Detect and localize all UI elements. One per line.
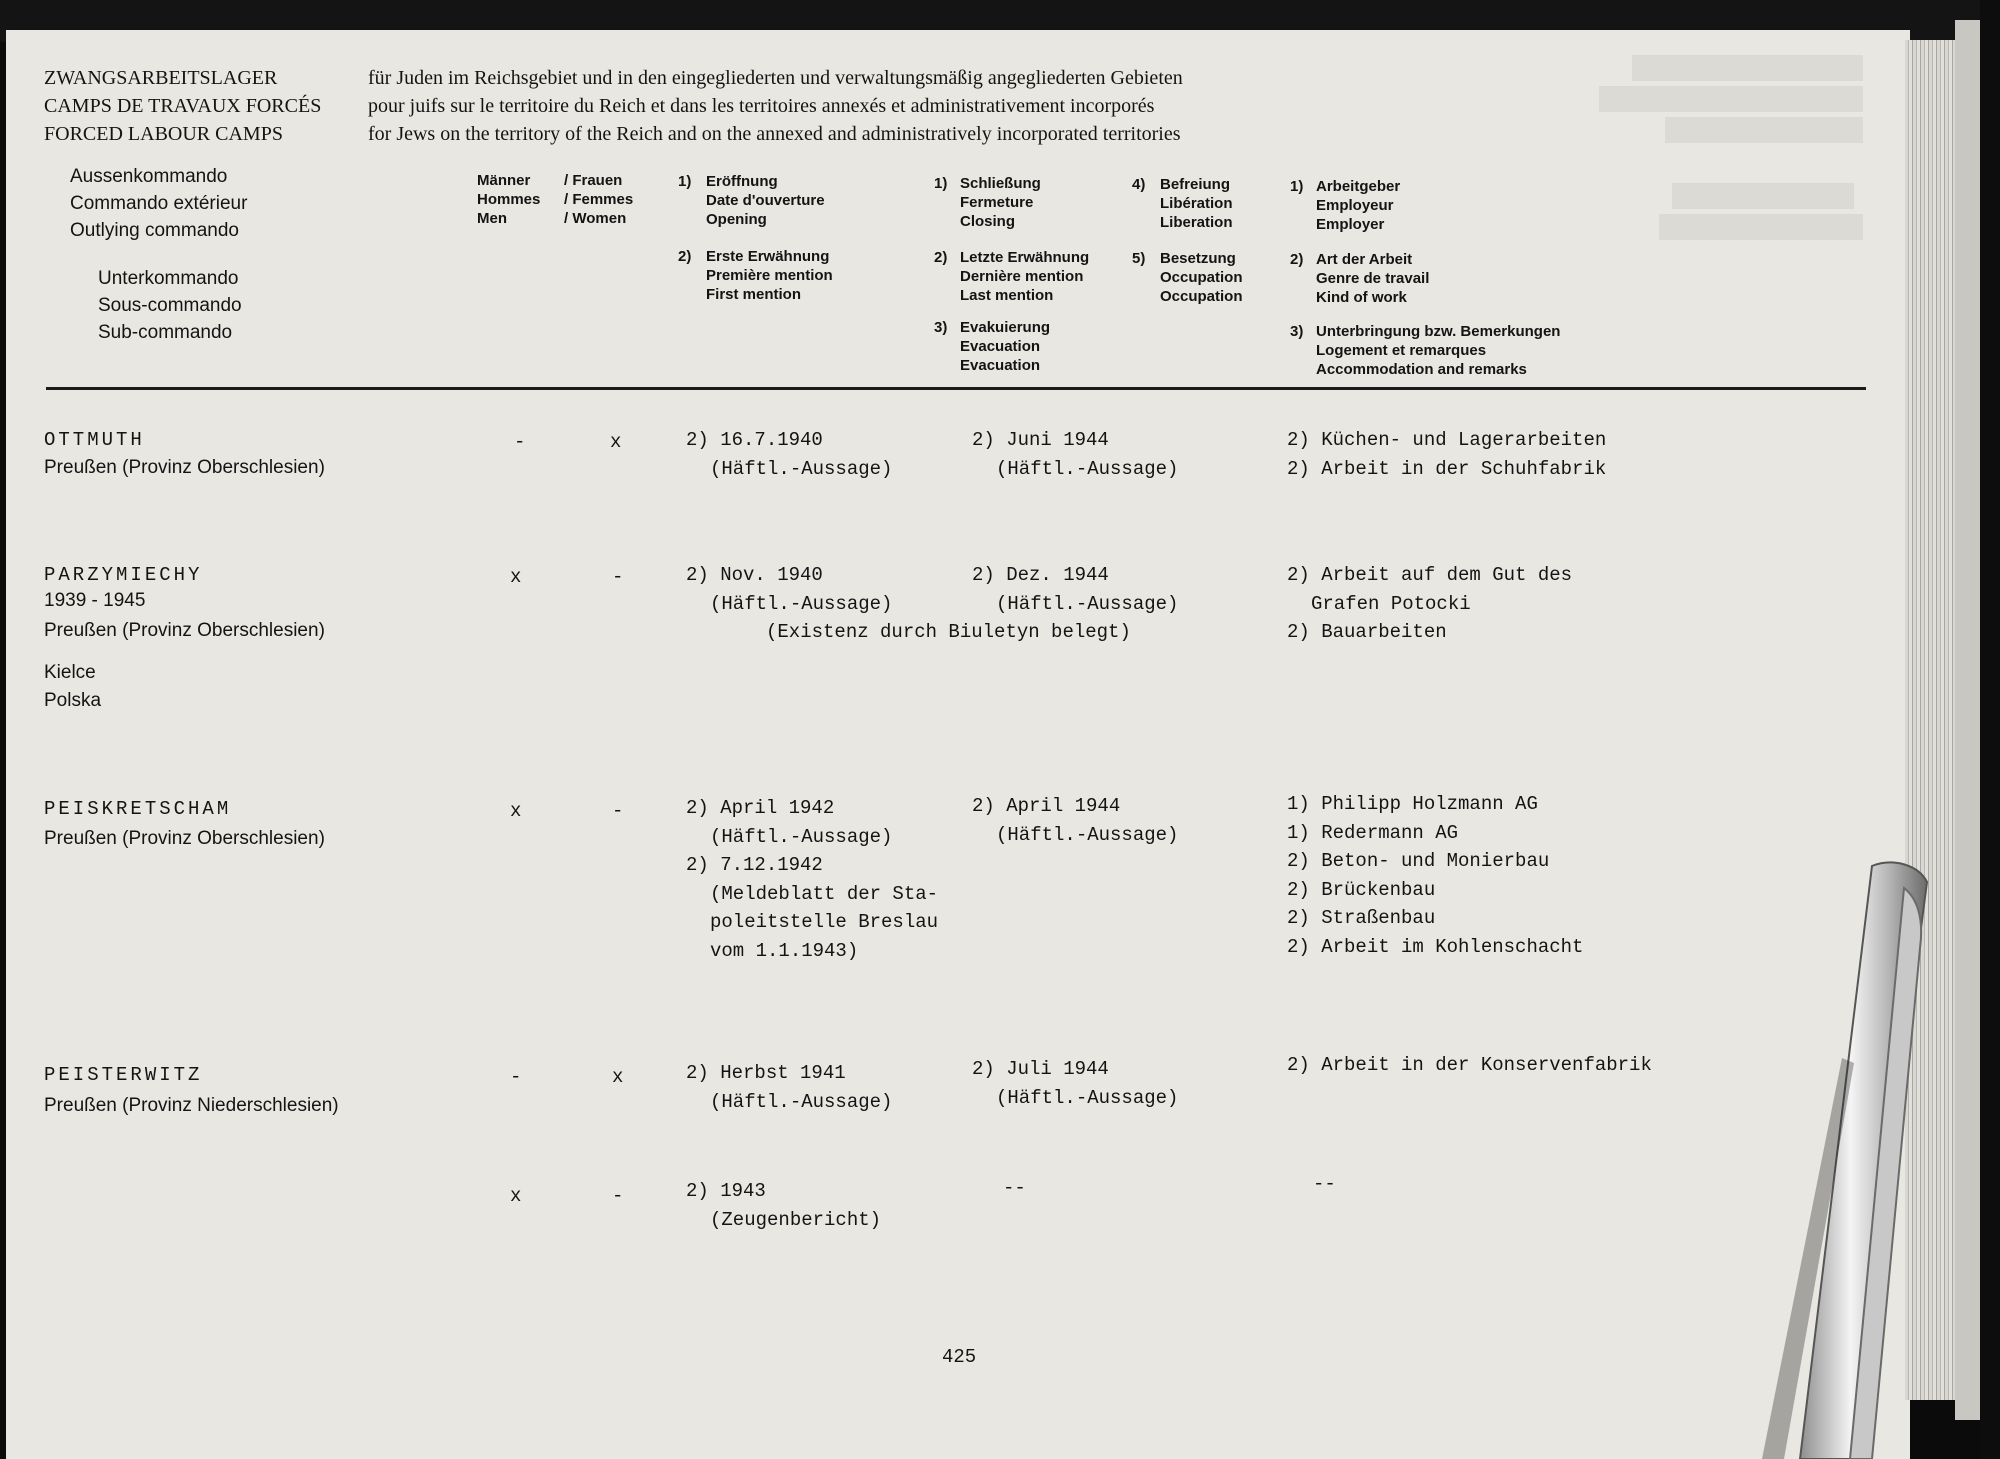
first-mention-date	[686, 1177, 881, 1234]
col-evacuation	[960, 318, 1050, 375]
work-line: 2) Bauarbeiten	[1287, 621, 1447, 643]
col-first-mention	[706, 247, 833, 304]
date-line: 2) 7.12.1942	[686, 854, 823, 876]
date-line: 2) Juni 1944	[972, 429, 1109, 451]
header-text: Unterbringung bzw. Bemerkungen	[1316, 323, 1561, 340]
header-text: Accommodation and remarks	[1316, 361, 1527, 378]
header-text: / Frauen	[564, 172, 623, 189]
work-line: 2) Straßenbau	[1287, 907, 1436, 929]
subtitle-line-en: for Jews on the territory of the Reich and on the annexed and administratively incorporated territories	[368, 123, 1181, 145]
header-text: Kind of work	[1316, 289, 1407, 306]
camp-name: PARZYMIECHY	[44, 564, 203, 586]
camp-name: PEISTERWITZ	[44, 1064, 203, 1086]
source-line: (Häftl.-Aussage)	[996, 592, 1179, 615]
sub-line: Unterkommando	[98, 268, 239, 289]
date-line: 2) 1943	[686, 1180, 766, 1202]
date-line: 2) Herbst 1941	[686, 1062, 846, 1084]
date-line: 2) Juli 1944	[972, 1058, 1109, 1080]
header-text: Arbeitgeber	[1316, 178, 1401, 195]
col-opening-num: 1)	[678, 173, 692, 190]
subtitle-line-de: für Juden im Reichsgebiet und in den eingegliederten und verwaltungsmäßig angegliederten Gebieten	[368, 67, 1183, 89]
work-line: 2) Arbeit auf dem Gut des	[1287, 564, 1573, 586]
camp-country: Polska	[44, 690, 102, 711]
last-mention-date	[972, 792, 1178, 849]
header-text: Evakuierung	[960, 319, 1051, 336]
header-text: Befreiung	[1160, 176, 1231, 193]
header-text: Erste Erwähnung	[706, 248, 830, 265]
col-occupation-num: 5)	[1132, 250, 1146, 267]
header-text: Hommes	[477, 191, 541, 208]
first-mention-date	[686, 561, 892, 618]
camp-region: Preußen (Provinz Niederschlesien)	[44, 1095, 339, 1116]
col-opening	[706, 172, 825, 229]
book-cover-edge	[1955, 20, 1980, 1420]
header-text: Closing	[960, 213, 1015, 230]
date-line: 2) 16.7.1940	[686, 429, 823, 451]
work-line: 2) Küchen- und Lagerarbeiten	[1287, 429, 1607, 451]
header-text: Libération	[1160, 195, 1233, 212]
camp-region: Preußen (Provinz Oberschlesien)	[44, 620, 325, 641]
col-work-num: 2)	[1290, 251, 1304, 268]
last-mention-date	[972, 1055, 1178, 1112]
source-line: (Häftl.-Aussage)	[996, 1086, 1179, 1109]
last-mention-date	[972, 426, 1178, 483]
col-accommodation	[1316, 322, 1560, 379]
first-mention-date	[686, 426, 892, 483]
date-line: 2) April 1944	[972, 795, 1121, 817]
camp-name: OTTMUTH	[44, 429, 145, 451]
women-mark: x	[612, 1066, 624, 1088]
work-line: 2) Beton- und Monierbau	[1287, 850, 1550, 872]
employer-and-work	[1287, 790, 1583, 961]
header-divider	[46, 387, 1866, 390]
outlying-line: Aussenkommando	[70, 166, 228, 187]
header-text: First mention	[706, 286, 802, 303]
header-text: Besetzung	[1160, 250, 1236, 267]
col-last-mention	[960, 248, 1089, 305]
source-line: (Häftl.-Aussage)	[710, 592, 893, 615]
date-line: 2) Nov. 1940	[686, 564, 823, 586]
women-mark: -	[612, 566, 624, 588]
existence-note: (Existenz durch Biuletyn belegt)	[766, 621, 1131, 643]
col-closing-num: 1)	[934, 175, 948, 192]
header-text: Dernière mention	[960, 268, 1084, 285]
outlying-line: Commando extérieur	[70, 193, 248, 214]
kind-of-work	[1287, 1051, 1652, 1080]
col-closing	[960, 174, 1041, 231]
col-occupation	[1160, 249, 1243, 306]
header-text: Liberation	[1160, 214, 1233, 231]
men-mark: -	[510, 1066, 522, 1088]
col-gender-men	[477, 171, 540, 228]
camp-region: Preußen (Provinz Oberschlesien)	[44, 457, 325, 478]
first-mention-date	[686, 794, 938, 965]
date-line: 2) Dez. 1944	[972, 564, 1109, 586]
camp-location: Kielce	[44, 662, 96, 683]
first-mention-date	[686, 1059, 892, 1116]
camp-name: PEISKRETSCHAM	[44, 798, 232, 820]
last-mention-date: --	[1003, 1177, 1026, 1199]
header-text: Evacuation	[960, 357, 1041, 374]
work-line: 1) Redermann AG	[1287, 821, 1459, 844]
sub-line: Sous-commando	[98, 295, 242, 316]
source-line: (Zeugenbericht)	[710, 1208, 882, 1231]
col-evac-num: 3)	[934, 319, 948, 336]
kind-of-work	[1287, 426, 1606, 483]
source-line: vom 1.1.1943)	[710, 939, 859, 962]
page-number: 425	[942, 1346, 977, 1368]
source-line: (Häftl.-Aussage)	[996, 823, 1179, 846]
header-text: / Femmes	[564, 191, 634, 208]
header-text: Evacuation	[960, 338, 1041, 355]
header-text: Letzte Erwähnung	[960, 249, 1090, 266]
kind-of-work: --	[1313, 1173, 1336, 1195]
women-mark: -	[612, 800, 624, 822]
source-line: (Häftl.-Aussage)	[996, 457, 1179, 480]
subtitle-line-fr: pour juifs sur le territoire du Reich et dans les territoires annexés et administrativement incorporés	[368, 95, 1155, 117]
work-line: 1) Philipp Holzmann AG	[1287, 793, 1538, 815]
kind-of-work	[1287, 561, 1572, 647]
men-mark: x	[510, 566, 522, 588]
work-line: 2) Arbeit in der Schuhfabrik	[1287, 457, 1607, 480]
col-employer-num: 1)	[1290, 178, 1304, 195]
header-subtitle	[368, 64, 1183, 148]
header-text: Occupation	[1160, 269, 1243, 286]
background-edge	[1980, 0, 2000, 1459]
header-text: Logement et remarques	[1316, 342, 1487, 359]
camp-region: Preußen (Provinz Oberschlesien)	[44, 828, 325, 849]
header-text: Schließung	[960, 175, 1041, 192]
header-text: Opening	[706, 211, 767, 228]
work-line: 2) Arbeit in der Konservenfabrik	[1287, 1054, 1652, 1076]
header-text: Fermeture	[960, 194, 1034, 211]
source-line: (Häftl.-Aussage)	[710, 1090, 893, 1113]
col-accom-num: 3)	[1290, 323, 1304, 340]
outlying-commando-label	[70, 163, 247, 244]
tweezer-image	[1722, 858, 1932, 1459]
header-text: Eröffnung	[706, 173, 778, 190]
col-gender-women	[564, 171, 633, 228]
col-last-num: 2)	[934, 249, 948, 266]
source-line: (Häftl.-Aussage)	[710, 457, 893, 480]
col-liberation-num: 4)	[1132, 176, 1146, 193]
header-text: Date d'ouverture	[706, 192, 825, 209]
title-line-de: ZWANGSARBEITSLAGER	[44, 67, 278, 89]
col-kind-of-work	[1316, 250, 1429, 307]
last-mention-date	[972, 561, 1178, 618]
women-mark: -	[612, 1185, 624, 1207]
work-line: 2) Arbeit im Kohlenschacht	[1287, 935, 1584, 958]
camp-years: 1939 - 1945	[44, 590, 146, 611]
header-text: Employer	[1316, 216, 1385, 233]
header-text: Männer	[477, 172, 531, 189]
title-line-fr: CAMPS DE TRAVAUX FORCÉS	[44, 95, 322, 117]
sub-commando-label	[98, 265, 242, 346]
date-line: 2) April 1942	[686, 797, 835, 819]
header-title	[44, 64, 321, 148]
men-mark: -	[514, 431, 526, 453]
header-text: / Women	[564, 210, 627, 227]
header-text: Men	[477, 210, 507, 227]
title-line-en: FORCED LABOUR CAMPS	[44, 123, 283, 145]
header-text: Last mention	[960, 287, 1054, 304]
women-mark: x	[610, 431, 622, 453]
sub-line: Sub-commando	[98, 322, 233, 343]
outlying-line: Outlying commando	[70, 220, 239, 241]
men-mark: x	[510, 1185, 522, 1207]
work-line: Grafen Potocki	[1311, 592, 1471, 615]
header-text: Employeur	[1316, 197, 1394, 214]
men-mark: x	[510, 800, 522, 822]
work-line: 2) Brückenbau	[1287, 878, 1436, 901]
header-text: Occupation	[1160, 288, 1243, 305]
col-first-num: 2)	[678, 248, 692, 265]
source-line: (Häftl.-Aussage)	[710, 825, 893, 848]
col-liberation	[1160, 175, 1233, 232]
header-text: Genre de travail	[1316, 270, 1430, 287]
header-text: Art der Arbeit	[1316, 251, 1413, 268]
col-employer	[1316, 177, 1400, 234]
source-line: (Meldeblatt der Sta-	[710, 882, 939, 905]
source-line: poleitstelle Breslau	[710, 911, 939, 933]
header-text: Première mention	[706, 267, 833, 284]
